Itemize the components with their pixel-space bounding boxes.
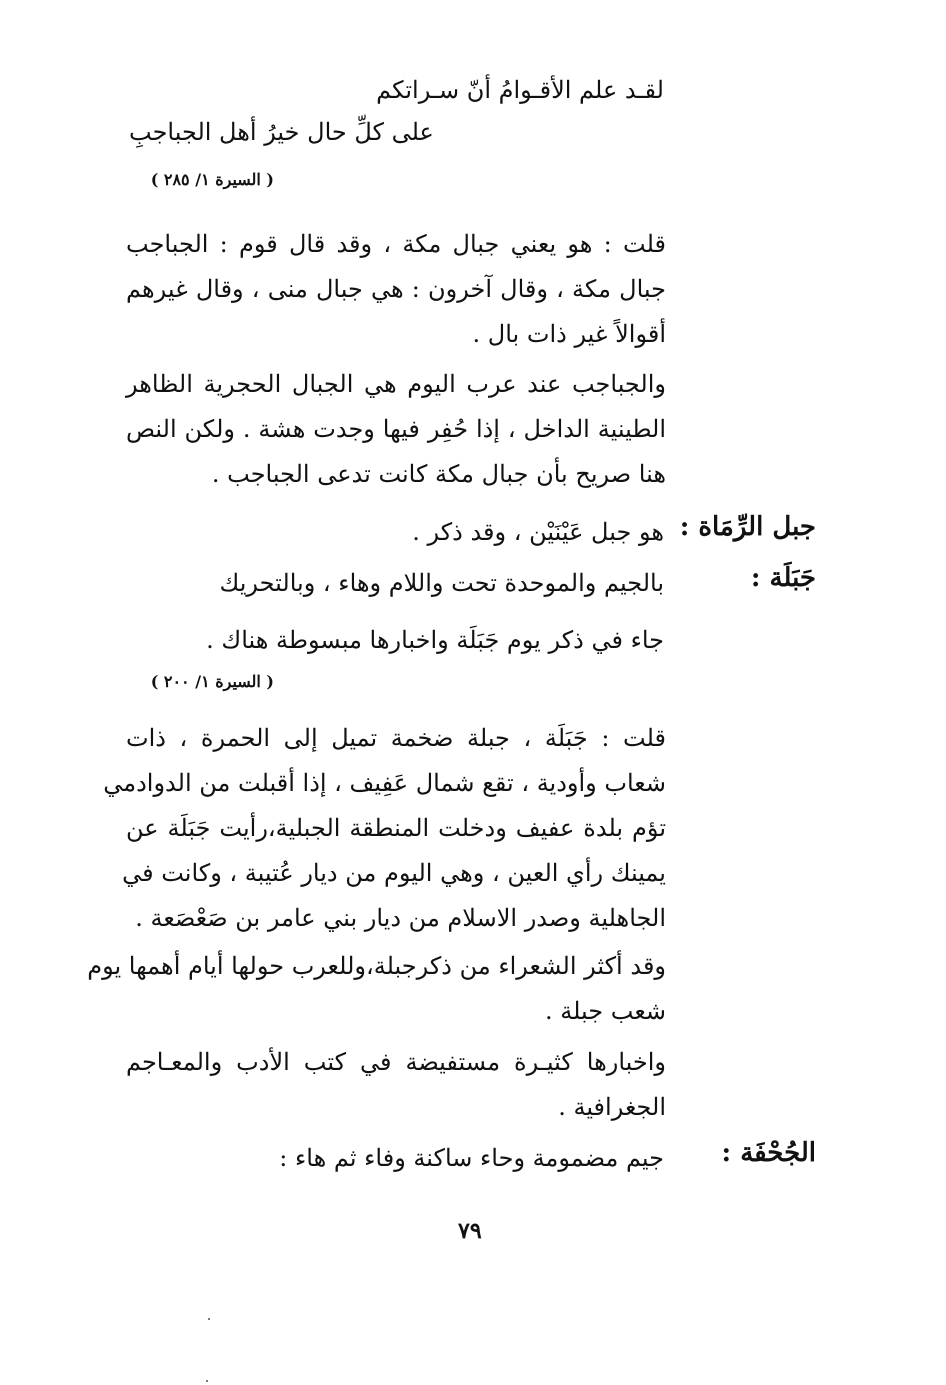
- entry-definition-juhfa: جيم مضمومة وحاء ساكنة وفاء ثم هاء :: [279, 1144, 664, 1172]
- paragraph-line: يمينك رأي العين ، وهي اليوم من ديار عُتيبة ، وكانت في: [122, 859, 666, 887]
- paragraph-line: وقد أكثر الشعراء من ذكرجبلة،وللعرب حولها أيام أهمها يوم: [87, 952, 666, 980]
- poem-verse-2-text: على كلِّ حال خيرُ أهل الجباجبِ: [129, 118, 434, 146]
- scan-speck: [208, 1318, 210, 1320]
- page-number: ٧٩: [458, 1218, 482, 1244]
- paragraph-line: أقوالاً غير ذات بال .: [472, 320, 666, 348]
- paragraph-line: واخبارها كثيـرة مستفيضة في كتب الأدب والمعـاجم: [126, 1048, 666, 1076]
- paragraph-line: شعب جبلة .: [544, 997, 666, 1025]
- paragraph-line: شعاب وأودية ، تقع شمال عَفِيف ، إذا أقبلت من الدوادمي: [103, 769, 666, 797]
- paragraph-line: الجاهلية وصدر الاسلام من ديار بني عامر بن صَعْصَعة .: [135, 904, 666, 932]
- poem-citation: ( السيرة ١/ ٢٨٥ ): [150, 170, 274, 189]
- poem-verse-1: لقـد علم الأقـوامُ أنّ سـراتكم: [376, 76, 664, 104]
- entry-jabala-line-2: جاء في ذكر يوم جَبَلَة واخبارها مبسوطة هناك .: [206, 626, 664, 654]
- paragraph-line: الجغرافية .: [558, 1093, 666, 1121]
- paragraph-line: جبال مكة ، وقال آخرون : هي جبال منى ، وقال غيرهم: [126, 275, 666, 303]
- paragraph-line: قلت : هو يعني جبال مكة ، وقد قال قوم : الجباجب: [126, 230, 666, 258]
- paragraph-line: والجباجب عند عرب اليوم هي الجبال الحجرية الظاهر: [126, 370, 666, 398]
- entry-term-jabal-rumah: جبل الرِّمَاة :: [679, 512, 816, 542]
- paragraph-2: [126, 362, 666, 497]
- entry-definition-jabala: بالجيم والموحدة تحت واللام وهاء ، وبالتحريك: [219, 569, 664, 597]
- paragraph-3: [103, 716, 666, 941]
- scan-speck: [206, 1380, 208, 1382]
- entry-jabala-citation: ( السيرة ١/ ٢٠٠ ): [150, 672, 274, 691]
- entry-term-juhfa: الجُحْفَة :: [721, 1138, 816, 1168]
- paragraph-line: تؤم بلدة عفيف ودخلت المنطقة الجبلية،رأيت جَبَلَة عن: [126, 814, 666, 842]
- paragraph-line: قلت : جَبَلَة ، جبلة ضخمة تميل إلى الحمرة ، ذات: [126, 724, 666, 752]
- paragraph-5: [126, 1040, 666, 1130]
- paragraph-4: [87, 944, 666, 1034]
- entry-definition-jabal-rumah: هو جبل عَيْنَيْن ، وقد ذكر .: [412, 518, 664, 546]
- entry-term-jabala: جَبَلَة :: [750, 563, 816, 593]
- paragraph-line: هنا صريح بأن جبال مكة كانت تدعى الجباجب .: [211, 460, 666, 488]
- poem-verse-2: [129, 112, 664, 152]
- paragraph-1: [126, 222, 666, 357]
- paragraph-line: الطينية الداخل ، إذا حُفِر فيها وجدت هشة . ولكن النص: [126, 415, 666, 443]
